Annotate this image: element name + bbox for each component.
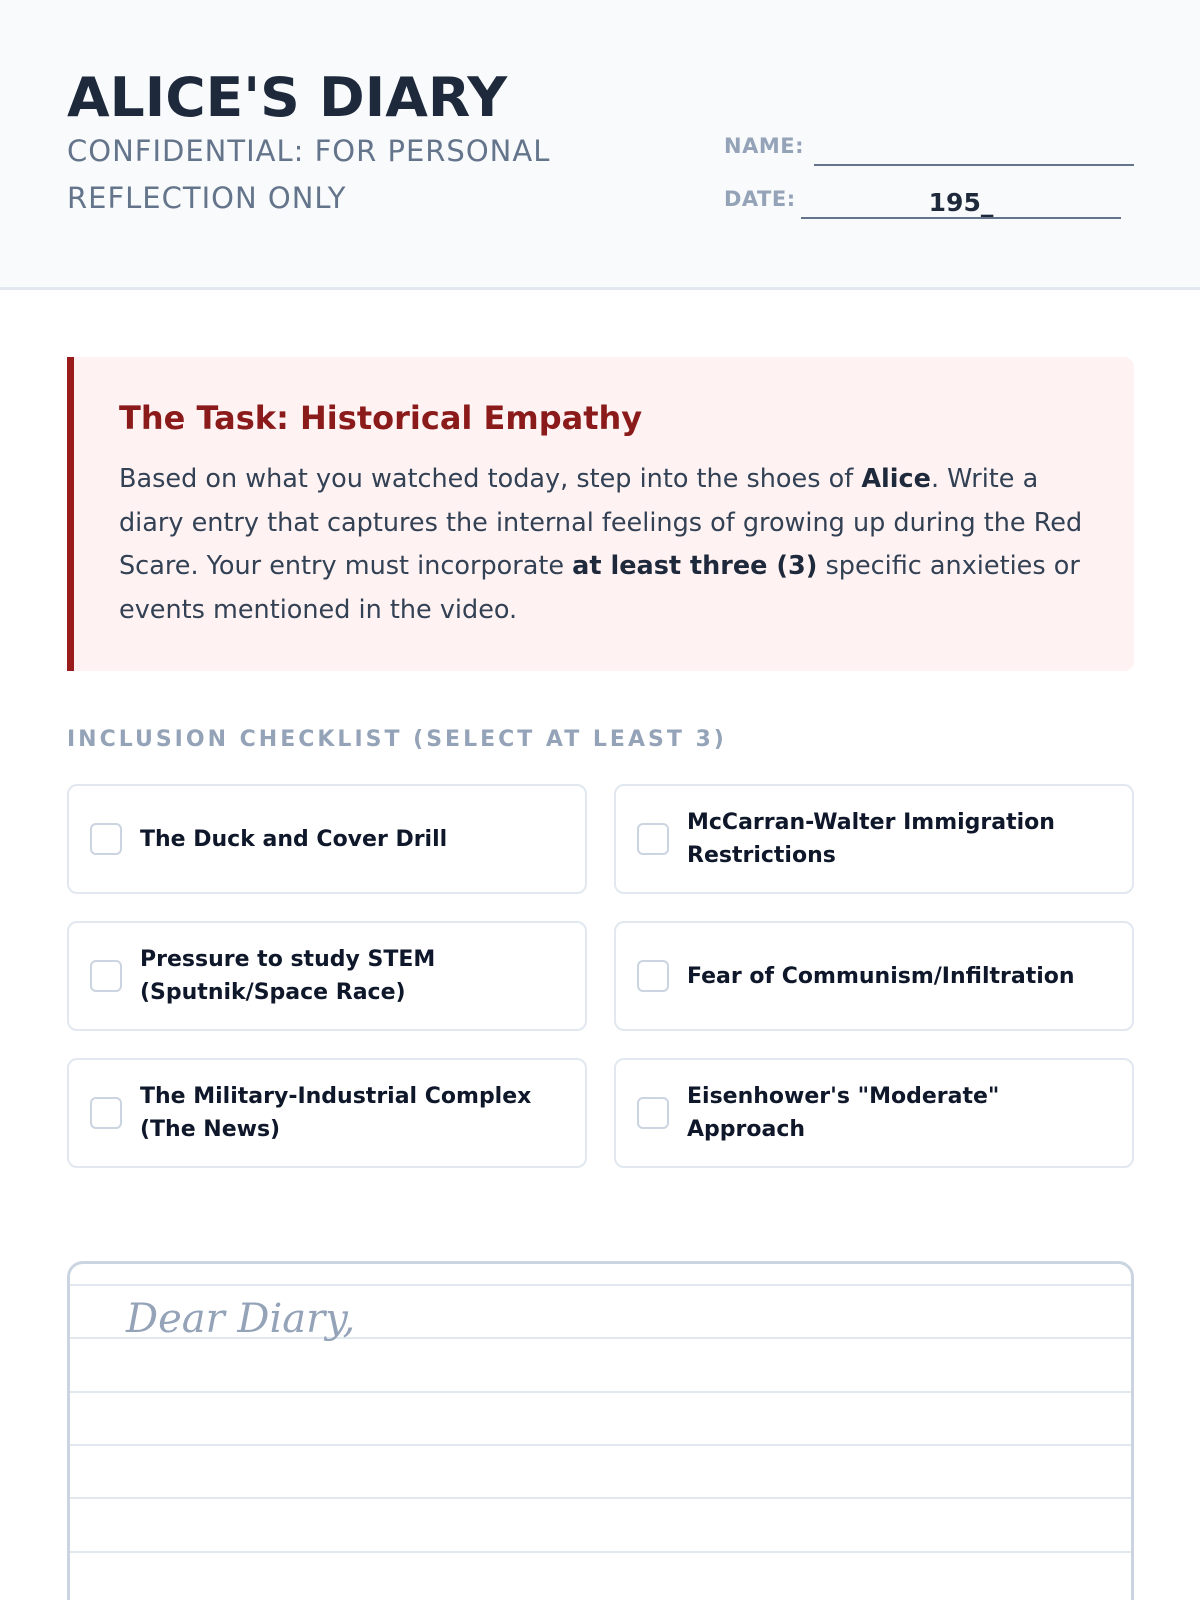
checkbox[interactable]	[90, 823, 122, 855]
name-label: NAME:	[724, 134, 804, 158]
checkbox[interactable]	[637, 960, 669, 992]
checkbox[interactable]	[90, 1097, 122, 1129]
checklist-item-label: McCarran-Walter Immigration Restrictions	[687, 810, 1055, 868]
date-field[interactable]: 195_	[801, 187, 1121, 219]
page-title: ALICE'S DIARY	[67, 66, 508, 129]
checklist-item-label: The Military-Industrial Complex (The News)	[140, 1084, 532, 1142]
checklist-item-label: Pressure to study STEM (Sputnik/Space Race)	[140, 947, 436, 1005]
task-callout	[67, 357, 1134, 671]
task-title: The Task: Historical Empathy	[119, 399, 643, 437]
date-label: DATE:	[724, 187, 796, 211]
task-body	[119, 458, 1109, 632]
diary-placeholder: Dear Diary,	[126, 1296, 356, 1342]
ruled-line	[70, 1391, 1131, 1393]
diary-header	[0, 0, 1200, 290]
ruled-line	[70, 1284, 1131, 1286]
checklist-item-eisenhower[interactable]	[614, 1058, 1134, 1168]
checklist-item-military-industrial[interactable]	[67, 1058, 587, 1168]
diary-entry-area[interactable]	[67, 1261, 1134, 1600]
checklist-item-fear-of-communism[interactable]	[614, 921, 1134, 1031]
task-body-text-2: . Write a diary entry that captures the internal feelings of growing up during the Red Scare. Your entry must incorporate	[119, 464, 1083, 581]
task-body-text-3: specific anxieties or events mentioned in the video.	[119, 551, 1080, 625]
checklist-label: INCLUSION CHECKLIST (SELECT AT LEAST 3)	[67, 727, 727, 752]
checklist-item-label: Eisenhower's "Moderate" Approach	[687, 1084, 1000, 1142]
ruled-line	[70, 1444, 1131, 1446]
ruled-line	[70, 1497, 1131, 1499]
checkbox[interactable]	[637, 1097, 669, 1129]
checklist-item-label: The Duck and Cover Drill	[140, 826, 448, 852]
page-subtitle: CONFIDENTIAL: FOR PERSONAL REFLECTION ONLY	[67, 134, 551, 215]
task-body-bold-1: Alice	[861, 464, 931, 494]
checklist-item-mccarran-walter[interactable]	[614, 784, 1134, 894]
checkbox[interactable]	[90, 960, 122, 992]
checklist-item-stem-pressure[interactable]	[67, 921, 587, 1031]
checklist-item-duck-and-cover[interactable]	[67, 784, 587, 894]
task-body-bold-2: at least three (3)	[572, 551, 818, 581]
checklist-item-label: Fear of Communism/Infiltration	[687, 963, 1075, 989]
name-field[interactable]	[814, 134, 1134, 166]
checkbox[interactable]	[637, 823, 669, 855]
ruled-line	[70, 1551, 1131, 1553]
task-body-text-1: Based on what you watched today, step into the shoes of	[119, 464, 862, 494]
